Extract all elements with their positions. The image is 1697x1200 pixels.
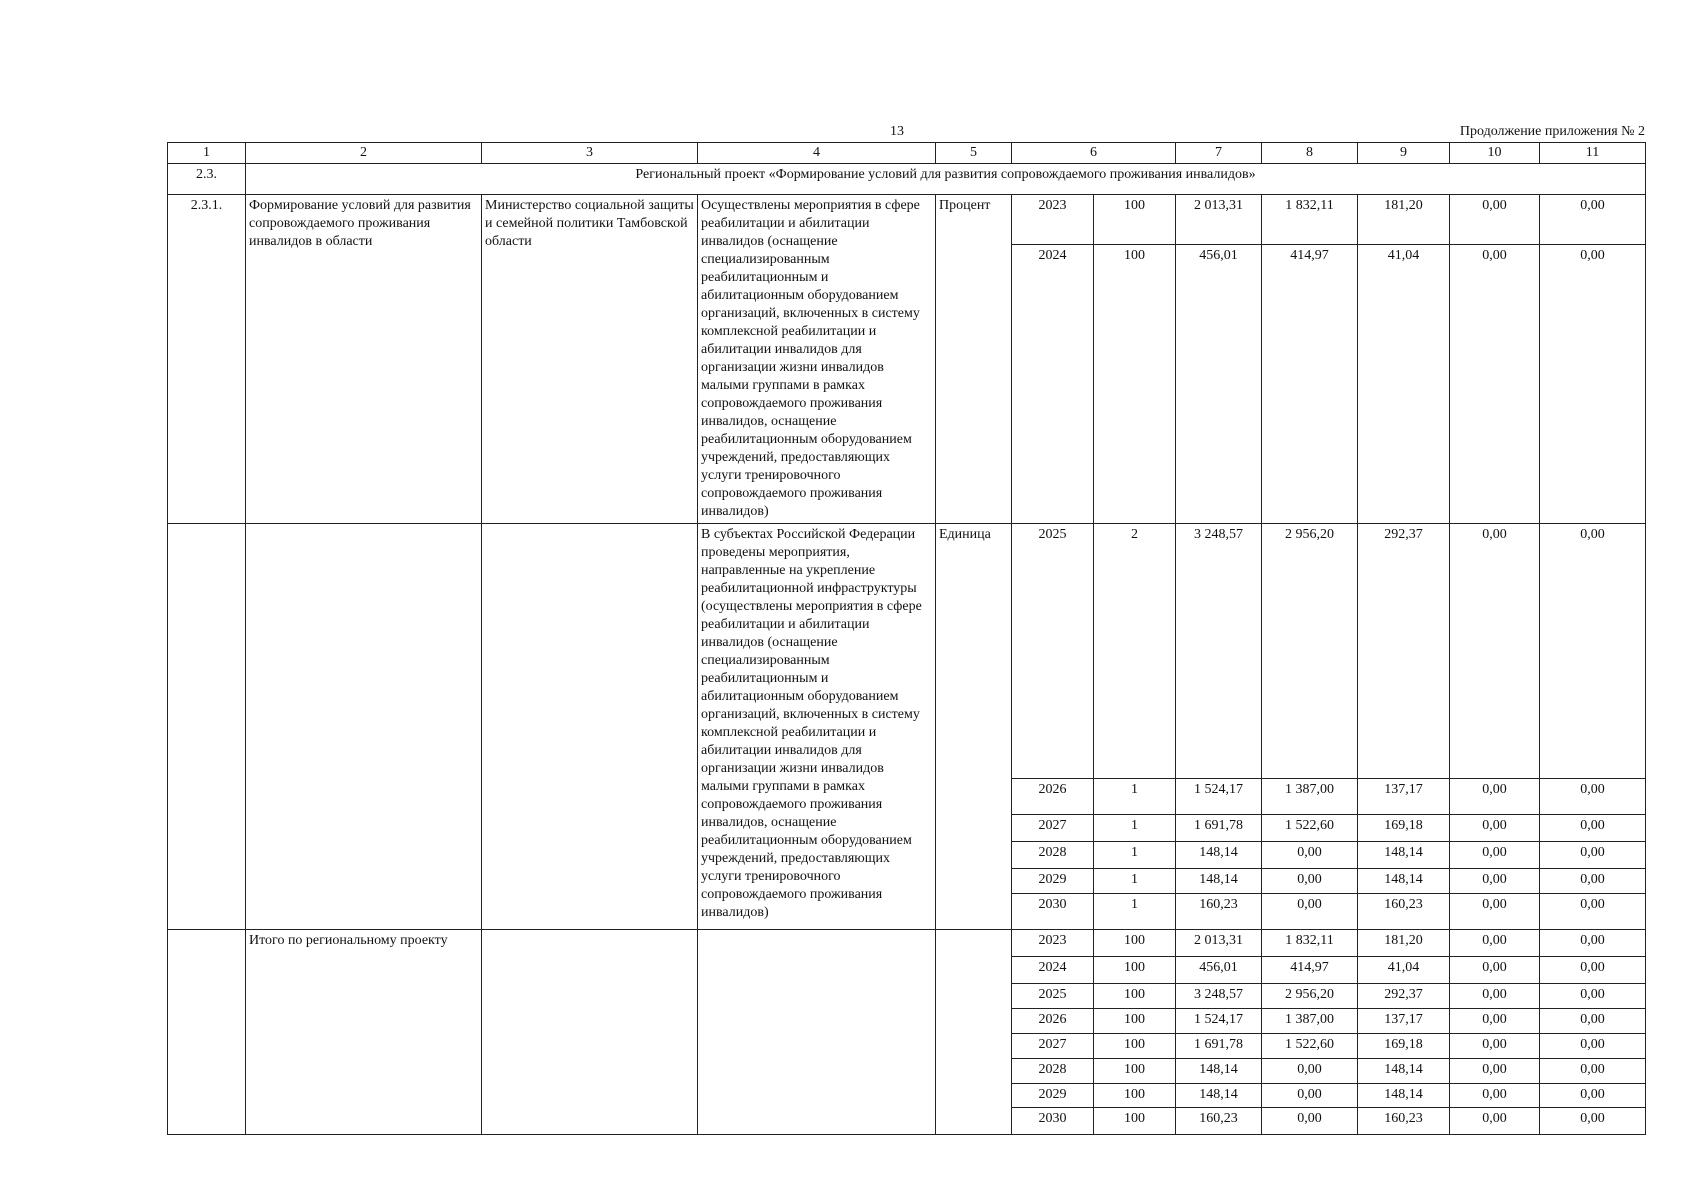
result-1-row-0-year: 2025 bbox=[1012, 524, 1094, 779]
col-number-10: 10 bbox=[1450, 143, 1540, 164]
result-1-row-1-c10: 0,00 bbox=[1450, 779, 1540, 815]
item-code: 2.3.1. bbox=[168, 195, 246, 524]
total-row-7-c11: 0,00 bbox=[1540, 1108, 1646, 1135]
result-1-row-0-c7: 3 248,57 bbox=[1176, 524, 1262, 779]
total-row-0-c8: 1 832,11 bbox=[1262, 930, 1358, 957]
result-unit: Процент bbox=[936, 195, 1012, 524]
total-row-1-value: 100 bbox=[1094, 957, 1176, 984]
result-1-row-0-c10: 0,00 bbox=[1450, 524, 1540, 779]
total-row-6-c11: 0,00 bbox=[1540, 1084, 1646, 1108]
total-row-1-c9: 41,04 bbox=[1358, 957, 1450, 984]
total-row-0-year: 2023 bbox=[1012, 930, 1094, 957]
total-row-7-c8: 0,00 bbox=[1262, 1108, 1358, 1135]
col-number-9: 9 bbox=[1358, 143, 1450, 164]
result-1-row-3-value: 1 bbox=[1094, 842, 1176, 869]
result-1-row-2-c10: 0,00 bbox=[1450, 815, 1540, 842]
result-1-row-5-c9: 160,23 bbox=[1358, 894, 1450, 930]
total-row-7-c9: 160,23 bbox=[1358, 1108, 1450, 1135]
total-row-0-c9: 181,20 bbox=[1358, 930, 1450, 957]
total-row-4-year: 2027 bbox=[1012, 1034, 1094, 1059]
total-row-5-year: 2028 bbox=[1012, 1059, 1094, 1084]
total-row-3-c7: 1 524,17 bbox=[1176, 1009, 1262, 1034]
empty-executor-cell bbox=[482, 524, 698, 930]
total-row-1-c10: 0,00 bbox=[1450, 957, 1540, 984]
total-row-6-c8: 0,00 bbox=[1262, 1084, 1358, 1108]
total-label: Итого по региональному проекту bbox=[246, 930, 482, 1135]
total-row-2-c7: 3 248,57 bbox=[1176, 984, 1262, 1009]
result-description: Осуществлены мероприятия в сфере реабилитации и абилитации инвалидов (оснащение специализированным реабилитационным и абилитационным оборудованием организаций, включенных в систему комплексной реабилитации и абилитации инвалидов для организации жизни инвалидов малыми группами в рамках сопровождаемого проживания инвалидов, оснащение реабилитационным оборудованием учреждений, предоставляющих услуги тренировочного сопровождаемого проживания инвалидов) bbox=[698, 195, 936, 524]
result-0-row-0-c10: 0,00 bbox=[1450, 195, 1540, 245]
total-empty-unit bbox=[936, 930, 1012, 1135]
total-row-5-c9: 148,14 bbox=[1358, 1059, 1450, 1084]
col-number-1: 1 bbox=[168, 143, 246, 164]
total-row-6-year: 2029 bbox=[1012, 1084, 1094, 1108]
total-row-1-year: 2024 bbox=[1012, 957, 1094, 984]
result-1-row-1-c8: 1 387,00 bbox=[1262, 779, 1358, 815]
result-0-row-0-value: 100 bbox=[1094, 195, 1176, 245]
total-row-1-c8: 414,97 bbox=[1262, 957, 1358, 984]
result-1-row-3-c8: 0,00 bbox=[1262, 842, 1358, 869]
result-1-row-3-year: 2028 bbox=[1012, 842, 1094, 869]
result-1-row-4-value: 1 bbox=[1094, 869, 1176, 894]
col-number-11: 11 bbox=[1540, 143, 1646, 164]
result-1-row-5-value: 1 bbox=[1094, 894, 1176, 930]
result-1-row-4-c10: 0,00 bbox=[1450, 869, 1540, 894]
section-row bbox=[168, 164, 1646, 195]
total-row-2-c11: 0,00 bbox=[1540, 984, 1646, 1009]
col-number-2: 2 bbox=[246, 143, 482, 164]
total-row-7-value: 100 bbox=[1094, 1108, 1176, 1135]
result-1-row-4-c8: 0,00 bbox=[1262, 869, 1358, 894]
result-0-row-1-value: 100 bbox=[1094, 245, 1176, 524]
item-name: Формирование условий для развития сопровождаемого проживания инвалидов в области bbox=[246, 195, 482, 524]
result-1-row-2-c11: 0,00 bbox=[1540, 815, 1646, 842]
result-1-row-3-c9: 148,14 bbox=[1358, 842, 1450, 869]
table-row bbox=[168, 524, 1646, 779]
total-row-6-c9: 148,14 bbox=[1358, 1084, 1450, 1108]
total-row-3-c11: 0,00 bbox=[1540, 1009, 1646, 1034]
total-row-3-value: 100 bbox=[1094, 1009, 1176, 1034]
total-row-4-c9: 169,18 bbox=[1358, 1034, 1450, 1059]
result-0-row-1-c8: 414,97 bbox=[1262, 245, 1358, 524]
total-row-7-c10: 0,00 bbox=[1450, 1108, 1540, 1135]
result-0-row-0-c9: 181,20 bbox=[1358, 195, 1450, 245]
result-0-row-0-c11: 0,00 bbox=[1540, 195, 1646, 245]
result-1-row-0-c8: 2 956,20 bbox=[1262, 524, 1358, 779]
result-1-row-5-c7: 160,23 bbox=[1176, 894, 1262, 930]
total-row-2-c9: 292,37 bbox=[1358, 984, 1450, 1009]
col-number-5: 5 bbox=[936, 143, 1012, 164]
result-1-row-5-year: 2030 bbox=[1012, 894, 1094, 930]
result-1-row-5-c11: 0,00 bbox=[1540, 894, 1646, 930]
col-number-3: 3 bbox=[482, 143, 698, 164]
total-row-2-c8: 2 956,20 bbox=[1262, 984, 1358, 1009]
total-row-4-c11: 0,00 bbox=[1540, 1034, 1646, 1059]
total-row-5-c10: 0,00 bbox=[1450, 1059, 1540, 1084]
page-number: 13 bbox=[890, 124, 904, 139]
total-row-0-value: 100 bbox=[1094, 930, 1176, 957]
total-row-0-c10: 0,00 bbox=[1450, 930, 1540, 957]
empty-code-cell bbox=[168, 524, 246, 930]
result-1-row-2-c8: 1 522,60 bbox=[1262, 815, 1358, 842]
total-row-4-c10: 0,00 bbox=[1450, 1034, 1540, 1059]
total-row-3-year: 2026 bbox=[1012, 1009, 1094, 1034]
total-row-5-c8: 0,00 bbox=[1262, 1059, 1358, 1084]
total-row-4-value: 100 bbox=[1094, 1034, 1176, 1059]
total-row-1-c11: 0,00 bbox=[1540, 957, 1646, 984]
result-1-row-0-c9: 292,37 bbox=[1358, 524, 1450, 779]
result-1-row-1-year: 2026 bbox=[1012, 779, 1094, 815]
total-row-6-c7: 148,14 bbox=[1176, 1084, 1262, 1108]
total-row-4-c8: 1 522,60 bbox=[1262, 1034, 1358, 1059]
empty-name-cell bbox=[246, 524, 482, 930]
total-row-7-c7: 160,23 bbox=[1176, 1108, 1262, 1135]
total-row-5-value: 100 bbox=[1094, 1059, 1176, 1084]
result-1-row-2-c9: 169,18 bbox=[1358, 815, 1450, 842]
result-1-row-1-value: 1 bbox=[1094, 779, 1176, 815]
total-row-2-year: 2025 bbox=[1012, 984, 1094, 1009]
result-0-row-1-c9: 41,04 bbox=[1358, 245, 1450, 524]
result-1-row-2-c7: 1 691,78 bbox=[1176, 815, 1262, 842]
result-1-row-4-c9: 148,14 bbox=[1358, 869, 1450, 894]
result-0-row-1-year: 2024 bbox=[1012, 245, 1094, 524]
item-executor: Министерство социальной защиты и семейной политики Тамбовской области bbox=[482, 195, 698, 524]
result-1-row-5-c8: 0,00 bbox=[1262, 894, 1358, 930]
result-1-row-4-year: 2029 bbox=[1012, 869, 1094, 894]
total-row-5-c7: 148,14 bbox=[1176, 1059, 1262, 1084]
result-1-row-4-c7: 148,14 bbox=[1176, 869, 1262, 894]
result-1-row-2-value: 1 bbox=[1094, 815, 1176, 842]
result-1-row-3-c10: 0,00 bbox=[1450, 842, 1540, 869]
total-empty-description bbox=[698, 930, 936, 1135]
total-row-4-c7: 1 691,78 bbox=[1176, 1034, 1262, 1059]
col-number-7: 7 bbox=[1176, 143, 1262, 164]
total-empty-executor bbox=[482, 930, 698, 1135]
total-row-3-c9: 137,17 bbox=[1358, 1009, 1450, 1034]
program-table bbox=[167, 142, 1646, 1135]
total-row-1-c7: 456,01 bbox=[1176, 957, 1262, 984]
result-1-row-4-c11: 0,00 bbox=[1540, 869, 1646, 894]
result-1-row-5-c10: 0,00 bbox=[1450, 894, 1540, 930]
result-0-row-1-c10: 0,00 bbox=[1450, 245, 1540, 524]
total-row-2-c10: 0,00 bbox=[1450, 984, 1540, 1009]
result-1-row-1-c11: 0,00 bbox=[1540, 779, 1646, 815]
result-0-row-1-c7: 456,01 bbox=[1176, 245, 1262, 524]
result-1-row-1-c7: 1 524,17 bbox=[1176, 779, 1262, 815]
result-1-row-3-c7: 148,14 bbox=[1176, 842, 1262, 869]
result-0-row-0-c8: 1 832,11 bbox=[1262, 195, 1358, 245]
total-row-6-value: 100 bbox=[1094, 1084, 1176, 1108]
result-1-row-0-value: 2 bbox=[1094, 524, 1176, 779]
result-1-row-0-c11: 0,00 bbox=[1540, 524, 1646, 779]
col-number-8: 8 bbox=[1262, 143, 1358, 164]
column-number-row bbox=[168, 143, 1646, 164]
total-row-3-c8: 1 387,00 bbox=[1262, 1009, 1358, 1034]
result-0-row-1-c11: 0,00 bbox=[1540, 245, 1646, 524]
col-number-4: 4 bbox=[698, 143, 936, 164]
total-row-6-c10: 0,00 bbox=[1450, 1084, 1540, 1108]
result-1-row-3-c11: 0,00 bbox=[1540, 842, 1646, 869]
result-1-row-2-year: 2027 bbox=[1012, 815, 1094, 842]
total-row-7-year: 2030 bbox=[1012, 1108, 1094, 1135]
table-row bbox=[168, 195, 1646, 245]
continuation-note: Продолжение приложения № 2 bbox=[1459, 124, 1645, 139]
total-empty-code bbox=[168, 930, 246, 1135]
result-0-row-0-c7: 2 013,31 bbox=[1176, 195, 1262, 245]
total-row-0-c7: 2 013,31 bbox=[1176, 930, 1262, 957]
result-0-row-0-year: 2023 bbox=[1012, 195, 1094, 245]
result-1-row-1-c9: 137,17 bbox=[1358, 779, 1450, 815]
total-row-0-c11: 0,00 bbox=[1540, 930, 1646, 957]
result-description: В субъектах Российской Федерации проведены мероприятия, направленные на укрепление реабилитационной инфраструктуры (осуществлены мероприятия в сфере реабилитации и абилитации инвалидов (оснащение специализированным реабилитационным и абилитационным оборудованием организаций, включенных в систему комплексной реабилитации и абилитации инвалидов для организации жизни инвалидов малыми группами в рамках сопровождаемого проживания инвалидов, оснащение реабилитационным оборудованием учреждений, предоставляющих услуги тренировочного сопровождаемого проживания инвалидов) bbox=[698, 524, 936, 930]
result-unit: Единица bbox=[936, 524, 1012, 930]
total-row-3-c10: 0,00 bbox=[1450, 1009, 1540, 1034]
section-title: Региональный проект «Формирование условий для развития сопровождаемого проживания инвалидов» bbox=[246, 164, 1646, 195]
col-number-6: 6 bbox=[1012, 143, 1176, 164]
total-row bbox=[168, 930, 1646, 957]
total-row-2-value: 100 bbox=[1094, 984, 1176, 1009]
total-row-5-c11: 0,00 bbox=[1540, 1059, 1646, 1084]
section-code: 2.3. bbox=[168, 164, 246, 195]
